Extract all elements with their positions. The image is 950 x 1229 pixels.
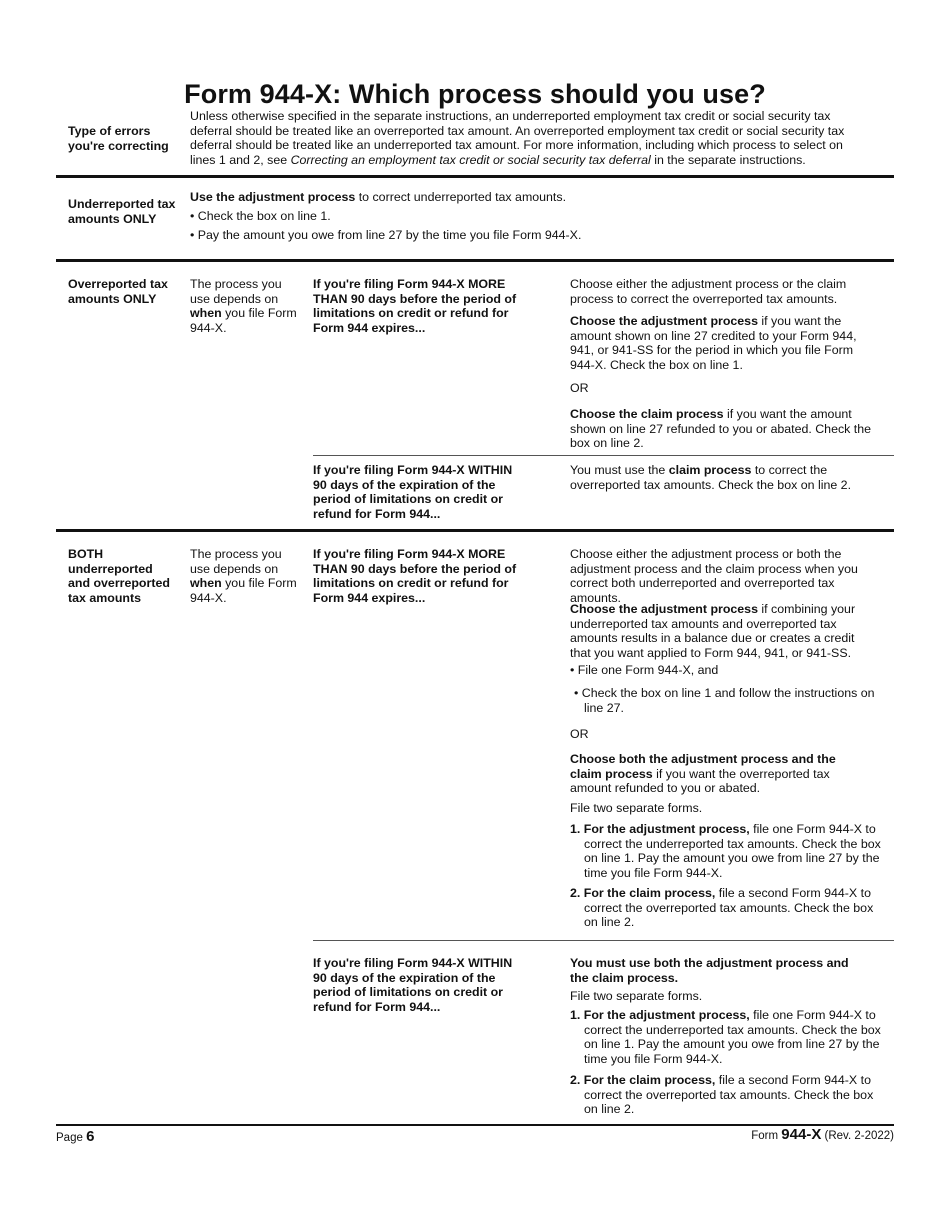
form-rev: (Rev. 2-2022) xyxy=(824,1130,894,1142)
intro-italic: Correcting an employment tax credit or social security tax deferral xyxy=(290,152,651,167)
both-file-two-b: File two separate forms. xyxy=(570,989,703,1003)
under-lead-rest: to correct underreported tax amounts. xyxy=(355,190,567,204)
divider-both-sub xyxy=(313,940,894,941)
under-label: Underreported tax amounts ONLY xyxy=(68,197,176,226)
over-process-1: The process you use depends on xyxy=(190,277,282,306)
both-numbered-2 xyxy=(570,886,889,930)
both-within-numbered-2 xyxy=(570,1073,889,1117)
both-more-than: If you're filing Form 944-X MORE THAN 90 days before the period of limitations on credit or refund for Form 944 expires... xyxy=(313,547,517,605)
over-must-bold: claim process xyxy=(668,463,752,477)
both-m1-rest: file one Form 944-X to correct the underreported tax amounts. Check the box on line 1. Pay the amount you owe from line 27 by the time you file Form 944-X. xyxy=(584,1008,881,1066)
both-process-1: The process you use depends on xyxy=(190,547,282,576)
over-claim-choice xyxy=(570,407,875,451)
header-intro xyxy=(190,109,870,167)
over-must-1: You must use the xyxy=(570,463,669,477)
divider-over xyxy=(56,529,894,532)
both-process-2: you file Form 944-X. xyxy=(190,576,297,605)
under-lead xyxy=(190,190,870,205)
over-claim-rest: if you want the amount shown on line 27 refunded to you or abated. Check the box on line 2. xyxy=(570,407,872,450)
divider-over-sub xyxy=(313,455,894,456)
both-within-numbered-1 xyxy=(570,1008,884,1066)
over-adj-bold: Choose the adjustment process xyxy=(570,314,758,328)
form-num: 944-X xyxy=(781,1126,822,1143)
both-numbered-1 xyxy=(570,822,884,880)
both-adjustment-choice xyxy=(570,602,875,660)
over-label: Overreported tax amounts ONLY xyxy=(68,277,168,306)
page-title: Form 944-X: Which process should you use? xyxy=(184,79,766,109)
both-bullet-2: • Check the box on line 1 and follow the instructions on line 27. xyxy=(574,686,875,715)
over-adjustment-choice xyxy=(570,314,875,372)
under-bullet-2: • Pay the amount you owe from line 27 by the time you file Form 944-X. xyxy=(190,228,582,242)
both-process-when: when xyxy=(190,576,222,590)
both-both-bold: Choose both the adjustment process and the claim process xyxy=(570,752,836,781)
both-bullet-1: • File one Form 944-X, and xyxy=(570,663,719,677)
page-label: Page xyxy=(56,1132,83,1144)
both-process-text xyxy=(190,547,298,605)
both-or: OR xyxy=(570,727,589,741)
divider-under xyxy=(56,259,894,262)
over-must xyxy=(570,463,875,492)
both-m1-bold: 1. For the adjustment process, xyxy=(570,1008,750,1022)
under-bullet-1: • Check the box on line 1. xyxy=(190,209,331,223)
over-within: If you're filing Form 944-X WITHIN 90 days of the expiration of the period of limitations on credit or refund for Form 944... xyxy=(313,463,513,521)
over-process-text xyxy=(190,277,298,335)
both-within: If you're filing Form 944-X WITHIN 90 days of the expiration of the period of limitations on credit or refund for Form 944... xyxy=(313,956,513,1014)
both-both-choice xyxy=(570,752,865,796)
form-label: Form xyxy=(751,1130,779,1142)
both-n1-rest: file one Form 944-X to correct the underreported tax amounts. Check the box on line 1. Pay the amount you owe from line 27 by the time you file Form 944-X. xyxy=(584,822,881,880)
over-choose-either: Choose either the adjustment process or the claim process to correct the overreported tax amounts. xyxy=(570,277,847,306)
intro-text-1: Unless otherwise specified in the separate instructions, an underreported employment tax credit or social security tax deferral should be treated like an overreported tax amount. An overreported employment tax credit or social security tax deferral should be treated like an underreported tax amount. For more information, including which process to select on lines 1 and 2, see xyxy=(190,109,845,167)
over-process-2: you file Form 944-X. xyxy=(190,306,297,335)
both-label: BOTH underreported and overreported tax amounts xyxy=(68,547,170,605)
page-number xyxy=(56,1128,94,1145)
both-must: You must use both the adjustment process and the claim process. xyxy=(570,956,849,985)
divider-header xyxy=(56,175,894,178)
both-adj-rest: if combining your underreported tax amounts and overreported tax amounts results in a balance due or creates a credit that you want applied to Form 944, 941, or 941-SS. xyxy=(570,602,856,660)
both-m2-rest: file a second Form 944-X to correct the overreported tax amounts. Check the box on line 2. xyxy=(584,1073,874,1116)
header-label: Type of errors you're correcting xyxy=(68,124,169,153)
both-file-two: File two separate forms. xyxy=(570,801,703,815)
over-or: OR xyxy=(570,381,589,395)
both-n2-rest: file a second Form 944-X to correct the overreported tax amounts. Check the box on line 2. xyxy=(584,886,874,929)
over-adj-rest: if you want the amount shown on line 27 credited to your Form 944, 941, or 941-SS for the period in which you file Form 944-X. Check the box on line 1. xyxy=(570,314,857,372)
over-claim-bold: Choose the claim process xyxy=(570,407,724,421)
both-choose-either: Choose either the adjustment process or both the adjustment process and the claim process when you correct both underreported and overreported tax amounts. xyxy=(570,547,858,605)
form-revision xyxy=(751,1126,894,1143)
page-num: 6 xyxy=(86,1128,95,1145)
intro-text-2: in the separate instructions. xyxy=(650,152,806,167)
both-both-rest: if you want the overreported tax amount refunded to you or abated. xyxy=(570,766,830,795)
under-lead-bold: Use the adjustment process xyxy=(190,190,356,204)
both-n1-bold: 1. For the adjustment process, xyxy=(570,822,750,836)
both-m2-bold: 2. For the claim process, xyxy=(570,1073,716,1087)
over-more-than: If you're filing Form 944-X MORE THAN 90 days before the period of limitations on credit or refund for Form 944 expires... xyxy=(313,277,517,335)
both-adj-bold: Choose the adjustment process xyxy=(570,602,758,616)
both-n2-bold: 2. For the claim process, xyxy=(570,886,716,900)
over-must-2: to correct the overreported tax amounts. Check the box on line 2. xyxy=(570,463,852,492)
over-process-when: when xyxy=(190,306,222,320)
